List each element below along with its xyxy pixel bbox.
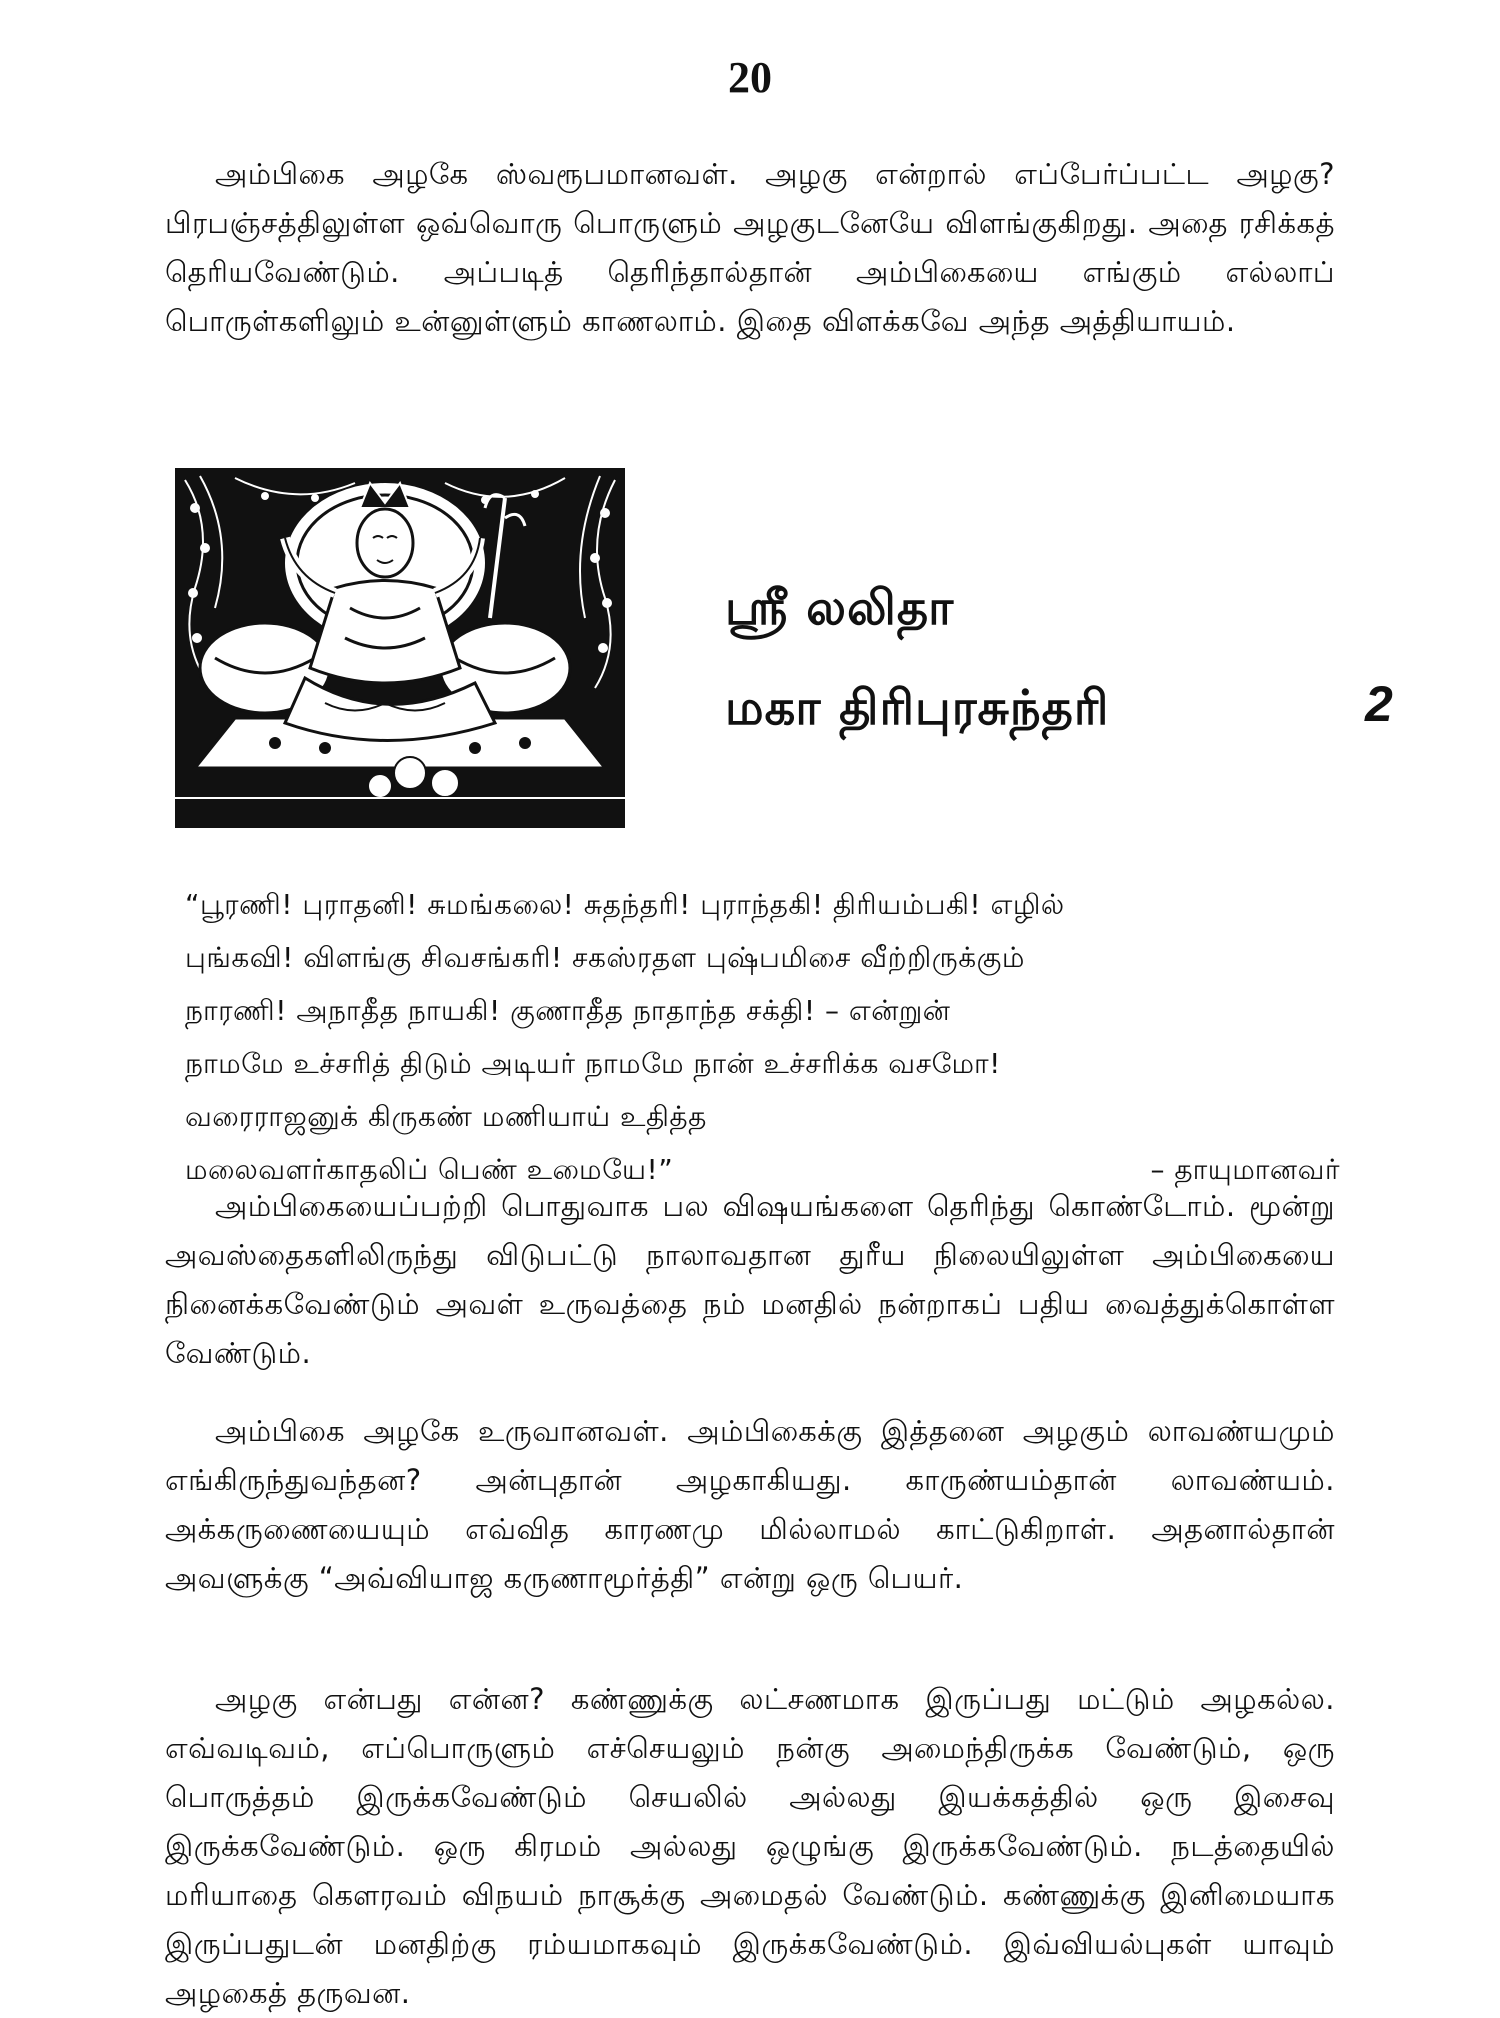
verse-line: “பூரணி! புராதனி! சுமங்கலை! சுதந்தரி! புராந்தகி! திரியம்பகி! எழில் (185, 888, 1065, 921)
verse-line: வரைராஜனுக் கிருகண் மணியாய் உதித்த (185, 1100, 707, 1133)
page-number: 20 (728, 53, 772, 102)
verse-line: நாமமே உச்சரித் திடும் அடியர் நாமமே நான் உச்சரிக்க வசமோ! (185, 1047, 1001, 1080)
chapter-title-line1: ஸ்ரீ லலிதா (725, 580, 955, 636)
verse-line: புங்கவி! விளங்கு சிவசங்கரி! சகஸ்ரதள புஷ்பமிசை வீற்றிருக்கும் (185, 941, 1025, 974)
goddess-illustration (175, 468, 625, 828)
verse-attribution: – தாயுமானவர் (1150, 1153, 1340, 1186)
verse-quote (185, 878, 1340, 1196)
verse-line: மலைவளர்காதலிப் பெண் உமையே!” (185, 1153, 674, 1186)
verse-line: நாரணி! அநாதீத நாயகி! குணாதீத நாதாந்த சக்தி! – என்றுன் (185, 994, 951, 1027)
body-paragraph: அம்பிகையைப்பற்றி பொதுவாக பல விஷயங்களை தெரிந்து கொண்டோம். மூன்று அவஸ்தைகளிலிருந்து விடுபட்டு நாலாவதான துரீய நிலையிலுள்ள அம்பிகையை நினைக்கவேண்டும் அவள் உருவத்தை நம் மனதில் நன்றாகப் பதிய வைத்துக்கொள்ள வேண்டும். (165, 1189, 1335, 1370)
intro-paragraph: அம்பிகை அழகே ஸ்வரூபமானவள். அழகு என்றால் எப்பேர்ப்பட்ட அழகு? பிரபஞ்சத்திலுள்ள ஒவ்வொரு பொருளும் அழகுடனேயே விளங்குகிறது. அதை ரசிக்கத் தெரியவேண்டும். அப்படித் தெரிந்தால்தான் அம்பிகையை எங்கும் எல்லாப் பொருள்களிலும் உன்னுள்ளும் காணலாம். இதை விளக்கவே அந்த அத்தியாயம். (165, 157, 1335, 338)
body-paragraph: அம்பிகை அழகே உருவானவள். அம்பிகைக்கு இத்தனை அழகும் லாவண்யமும் எங்கிருந்துவந்தன? அன்புதான் அழகாகியது. காருண்யம்தான் லாவண்யம். அக்கருணையையும் எவ்வித காரணமு மில்லாமல் காட்டுகிறாள். அதனால்தான் அவளுக்கு “அவ்வியாஜ கருணாமூர்த்தி” என்று ஒரு பெயர். (165, 1414, 1335, 1595)
chapter-number: 2 (1365, 676, 1393, 732)
chapter-title-line2: மகா திரிபுரசுந்தரி (725, 680, 1110, 736)
body-paragraph: அழகு என்பது என்ன? கண்ணுக்கு லட்சணமாக இருப்பது மட்டும் அழகல்ல. எவ்வடிவம், எப்பொருளும் எச்செயலும் நன்கு அமைந்திருக்க வேண்டும், ஒரு பொருத்தம் இருக்கவேண்டும் செயலில் அல்லது இயக்கத்தில் ஒரு இசைவு இருக்கவேண்டும். ஒரு கிரமம் அல்லது ஒழுங்கு இருக்கவேண்டும். நடத்தையில் மரியாதை கௌரவம் விநயம் நாசூக்கு அமைதல் வேண்டும். கண்ணுக்கு இனிமையாக இருப்பதுடன் மனதிற்கு ரம்யமாகவும் இருக்கவேண்டும். இவ்வியல்புகள் யாவும் அழகைத் தருவன. (165, 1682, 1335, 2010)
